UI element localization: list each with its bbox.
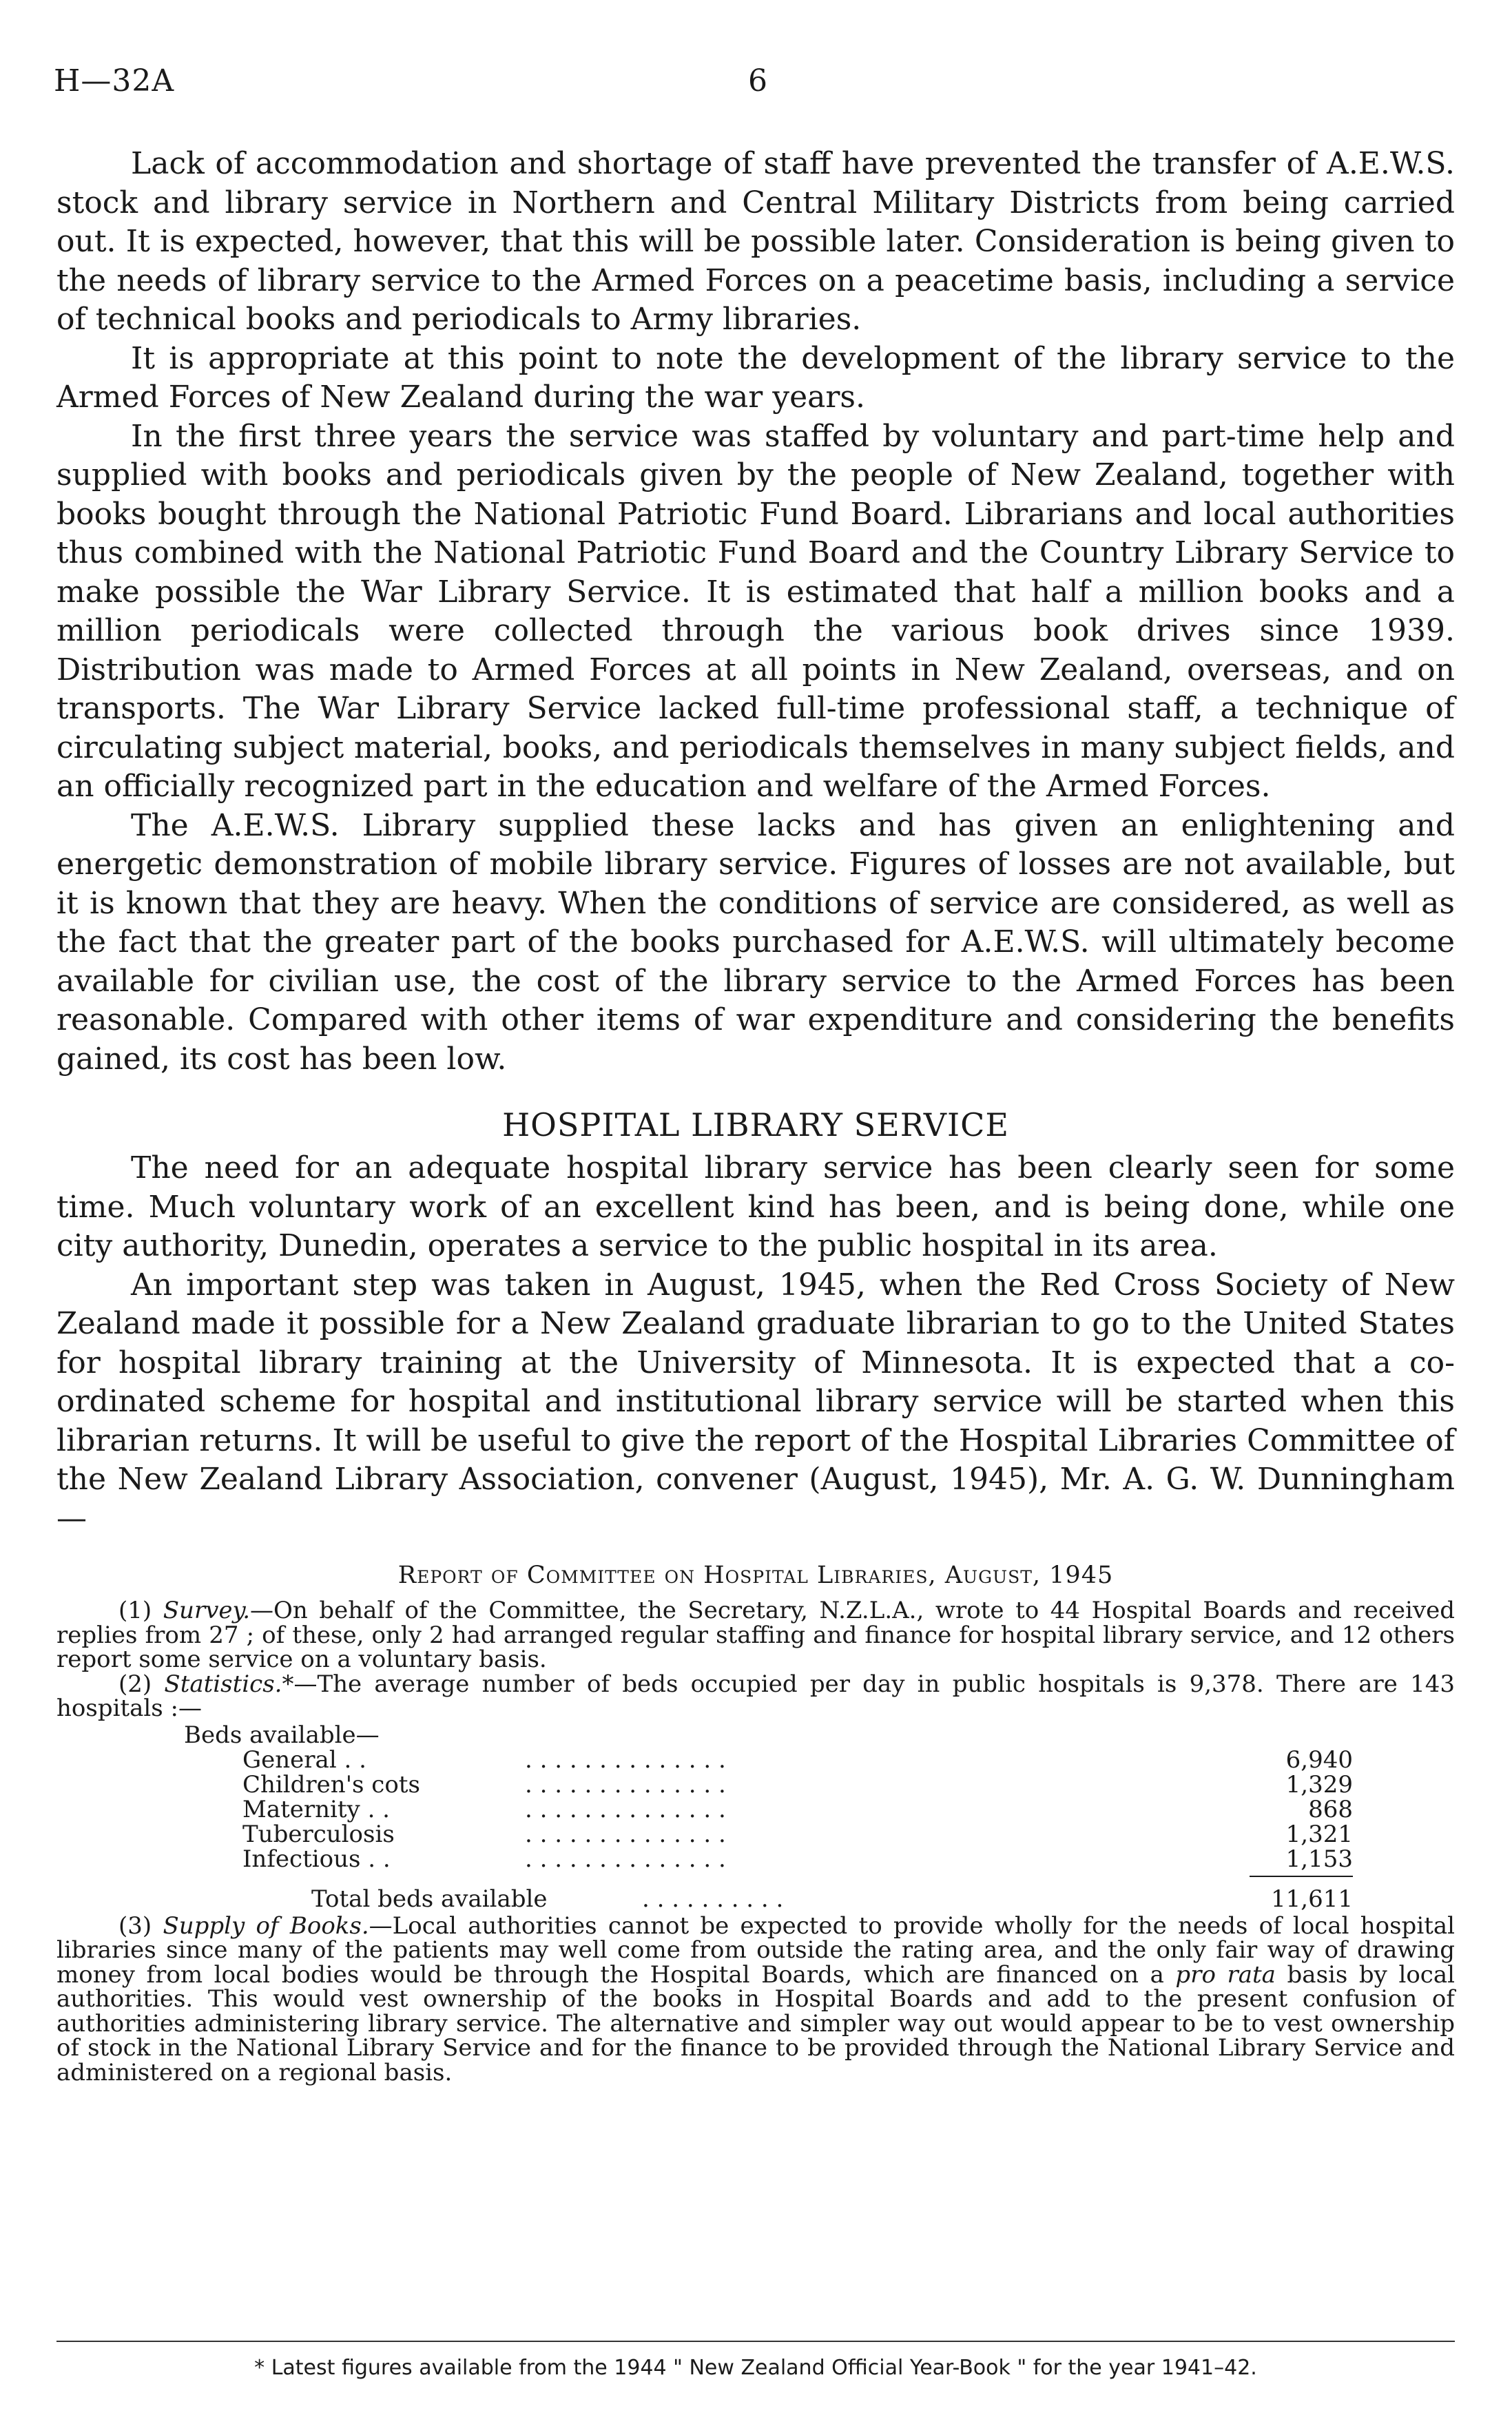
document-id: H—32A	[54, 63, 175, 99]
table-row	[56, 1847, 1455, 1872]
statistics-text-block	[56, 1672, 1455, 1721]
total-value: 11,611	[1271, 1885, 1353, 1913]
total-label: Total beds available	[311, 1885, 548, 1913]
paragraph: An important step was taken in August, 1945, when the Red Cross Society of New Zealand made it possible for a New Zealand graduate librarian to go to the United States for hospital library training at the University of Minnesota. It is expected that a co-ordinated scheme for hospital and institutional library service will be started when this librarian returns. It will be useful to give the report of the Hospital Libraries Committee of the New Zealand Library Association, convener (August, 1945), Mr. A. G. W. Dunningham —	[56, 1267, 1455, 1536]
report-item-statistics	[56, 1672, 1455, 1721]
survey-label: Survey.	[163, 1597, 251, 1624]
footnote-divider	[56, 2341, 1455, 2342]
beds-heading: Beds available—	[184, 1721, 380, 1749]
statistics-label: Statistics.*	[164, 1670, 294, 1698]
total-rule-row	[56, 1872, 1455, 1887]
survey-text: —On behalf of the Committee, the Secretary, N.Z.L.A., wrote to 44 Hospital Boards and received replies from 27 ; of these, only 2 had arranged regular staffing and finance for hospital library service, and 12 others report some service on a voluntary basis.	[56, 1597, 1455, 1673]
page-body	[56, 145, 1455, 2085]
paragraph: The need for an adequate hospital library service has been clearly seen for some time. Much voluntary work of an excellent kind has been, and is being done, while one city authority, Dunedin, operates a service to the public hospital in its area.	[56, 1150, 1455, 1263]
page-number: 6	[748, 63, 767, 99]
supply-italic-term: pro rata	[1175, 1960, 1276, 1989]
bed-count: 868	[1308, 1795, 1353, 1823]
table-row	[56, 1745, 1455, 1774]
supply-text-part2: basis by local authorities. This would vest ownership of the books in Hospital Boards and add to the present confusion of authorities administering library service. The alternative and simpler way out would appear to be to vest ownership of stock in the National Library Service and for the finance to be provided through the National Library Service and administered on a regional basis.	[56, 1960, 1455, 2086]
statistics-text: —The average number of beds occupied per day in public hospitals is 9,378. There are 143 hospitals :—	[56, 1670, 1455, 1722]
bed-count: 1,329	[1285, 1770, 1353, 1799]
supply-text-block	[56, 1911, 1456, 2086]
bed-type-label: General . .	[242, 1745, 366, 1774]
bed-type-label: Maternity . .	[242, 1795, 390, 1823]
survey-text-block	[56, 1599, 1455, 1672]
bed-type-label: Tuberculosis	[242, 1820, 395, 1848]
report-item-survey	[56, 1599, 1455, 1672]
paragraph: It is appropriate at this point to note the development of the library service to the Armed Forces of New Zealand during the war years.	[56, 340, 1455, 415]
section-heading: HOSPITAL LIBRARY SERVICE	[502, 1106, 1009, 1143]
paragraph: The A.E.W.S. Library supplied these lacks and has given an enlightening and energetic demonstration of mobile library service. Figures of losses are not available, but it is known that they are heavy. When the conditions of service are considered, as well as the fact that the greater part of the books purchased for A.E.W.S. will ultimately become available for civilian use, the cost of the library service to the Armed Forces has been reasonable. Compared with other items of war expenditure and considering the benefits gained, its cost has been low.	[56, 807, 1455, 1077]
table-row	[56, 1797, 1455, 1822]
survey-number: (1)	[118, 1597, 152, 1624]
page-header	[54, 63, 1458, 112]
bed-count: 1,321	[1285, 1820, 1353, 1848]
leader-dots: . . . . . . . . . .	[642, 1885, 784, 1913]
beds-heading-row	[56, 1723, 1455, 1748]
leader-dots: . . . . . . . . . . . . . .	[525, 1770, 726, 1799]
bed-count: 1,153	[1285, 1845, 1353, 1873]
total-rule	[1250, 1876, 1353, 1877]
leader-dots: . . . . . . . . . . . . . .	[525, 1795, 726, 1823]
beds-table	[56, 1723, 1455, 1911]
bed-count: 6,940	[1285, 1745, 1353, 1774]
leader-dots: . . . . . . . . . . . . . .	[525, 1845, 726, 1873]
leader-dots: . . . . . . . . . . . . . .	[525, 1745, 726, 1774]
supply-number: (3)	[118, 1911, 152, 1940]
leader-dots: . . . . . . . . . . . . . .	[525, 1820, 726, 1848]
supply-label: Supply of Books.	[163, 1911, 369, 1940]
table-row	[56, 1822, 1455, 1847]
statistics-number: (2)	[118, 1670, 152, 1698]
report-title: Report of Committee on Hospital Libraries, August, 1945	[397, 1562, 1114, 1589]
supply-text-part1: —Local authorities cannot be expected to provide wholly for the needs of local hospital libraries since many of the patients may well come from outside the rating area, and the only fair way of drawing money from local bodies would be through the Hospital Boards, which are financed on a	[56, 1911, 1456, 1989]
paragraph: In the first three years the service was staffed by voluntary and part-time help and supplied with books and periodicals given by the people of New Zealand, together with books bought through the National Patriotic Fund Board. Librarians and local authorities thus combined with the National Patriotic Fund Board and the Country Library Service to make possible the War Library Service. It is estimated that half a million books and a million periodicals were collected through the various book drives since 1939. Distribution was made to Armed Forces at all points in New Zealand, overseas, and on transports. The War Library Service lacked full-time professional staff, a technique of circulating subject material, books, and periodicals themselves in many subject fields, and an officially recognized part in the education and welfare of the Armed Forces.	[56, 418, 1455, 804]
report-item-supply	[56, 1911, 1456, 2086]
bed-type-label: Infectious . .	[242, 1845, 391, 1873]
table-row	[56, 1772, 1455, 1797]
bed-type-label: Children's cots	[242, 1770, 420, 1799]
footnote: * Latest figures available from the 1944 " New Zealand Official Year-Book " for the year 1941–42.	[254, 2356, 1257, 2380]
paragraph: Lack of accommodation and shortage of staff have prevented the transfer of A.E.W.S. stock and library service in Northern and Central Military Districts from being carried out. It is expected, however, that this will be possible later. Consideration is being given to the needs of library service to the Armed Forces on a peacetime basis, including a service of technical books and periodicals to Army libraries.	[56, 146, 1455, 337]
total-row	[56, 1887, 1455, 1911]
